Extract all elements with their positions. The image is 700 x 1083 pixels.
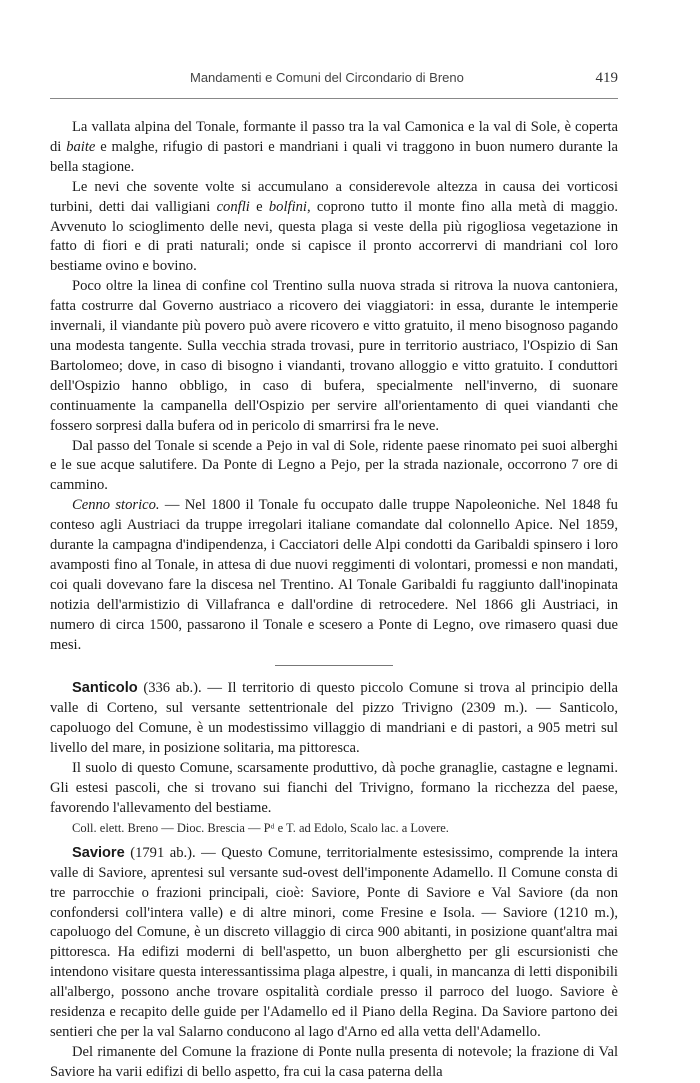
santicolo-paragraph-1: Santicolo (336 ab.). — Il territorio di questo piccolo Comune si trova al principio della valle di Corteno, sul versante settentrionale del pizzo Trivigno (2309 m.). — Santicolo, capoluogo del Comune, è un modestissimo villaggio di mandriani e di pastori, a 905 metri sul livello del mare, in posizione solitaria, ma pittoresca. — [50, 680, 618, 757]
page-body — [50, 118, 618, 1083]
tonale-paragraph-4: Dal passo del Tonale si scende a Pejo in val di Sole, ridente paese rinomato pei suoi alberghi e le sue acque salutifere. Da Ponte di Legno a Pejo, per la strada nazionale, occorrono 7 ore di cammino. — [50, 437, 618, 494]
entry-name-saviore: Saviore — [72, 844, 125, 861]
santicolo-collegio: Coll. elett. Breno — Dioc. Brescia — Pᵈ e T. ad Edolo, Scalo lac. a Lovere. — [72, 820, 449, 835]
section-separator — [275, 665, 393, 666]
entry-name-santicolo: Santicolo — [72, 680, 138, 697]
cenno-storico-label: Cenno storico. — [72, 497, 160, 514]
saviore-paragraph-1: Saviore (1791 ab.). — Questo Comune, territorialmente estesissimo, comprende la intera valle di Saviore, aprentesi sul versante sud-ovest dell'imponente Adamello. Il Comune consta di tre parrocchie o frazioni principali, cioè: Saviore, Ponte di Saviore e Val Saviore (da non confondersi coll'intera valle) e di altre minori, come Fresine e Isola. — Saviore (1210 m.), capoluogo del Comune, è un discreto villaggio di circa 900 abitanti, in posizione quant'altra mai pittoresca. Ha edifizi moderni di bell'aspetto, un buon alberghetto per gli escursionisti che intendono visitare questa interessantissima plaga alpestre, i quali, in mancanza di letti disponibili all'albergo, possono anche trovare ospitalità cordiale presso il parroco del luogo. Saviore è residenza e recapito delle guide per l'Adamello ed il Piano della Regina. Da Saviore partono dei sentieri che per la val Salarno conducono al lago d'Arno ed alla vetta dell'Adamello. — [50, 844, 618, 1040]
tonale-paragraph-3: Poco oltre la linea di confine col Trentino sulla nuova strada si ritrova la nuova cantoniera, fatta costrurre dal Governo austriaco a ricovero dei viaggiatori: in essa, durante le intemperie invernali, il viandante più povero può avere ricovero e vitto gratuito, il meno bisognoso pagando una modesta tangente. Sulla vecchia strada trovasi, pure in territorio austriaco, l'Ospizio di San Bartolomeo; dove, in caso di bisogno i viandanti, trovano alloggio e vitto gratuito. I conduttori dell'Ospizio hanno obbligo, in caso di bufera, specialmente nell'inverno, di suonare continuamente la campanella dell'Ospizio per servire all'orientamento di quei viandanti che fossero sorpresi dalla bufera od in pericolo di smarrirsi fra le neve. — [50, 278, 618, 434]
tonale-paragraph-1: La vallata alpina del Tonale, formante il passo tra la val Camonica e la val di Sole, è coperta di baite e malghe, rifugio di pastori e mandriani i quali vi traggono in buon numero durante la bella stagione. — [50, 119, 619, 175]
tonale-paragraph-5: Cenno storico. — Nel 1800 il Tonale fu occupato dalle truppe Napoleoniche. Nel 1848 fu conteso agli Austriaci da truppe irregolari italiane comandate dal colonnello Apice. Nel 1859, durante la campagna d'indipendenza, i Cacciatori delle Alpi condotti da Garibaldi spinsero i loro avamposti fino al Tonale, in attesa di due nuovi reggimenti di volontari, promessi e non mandati, coi quali dovevano fare la discesa nel Trentino. Al Tonale Garibaldi fu raggiunto dall'inopinata notizia dell'armistizio di Villafranca e dall'ordine di retrocedere. Nel 1866 gli Austriaci, in numero di circa 1500, passarono il Tonale e scesero a Ponte di Legno, ove rimasero quasi due mesi. — [50, 497, 618, 653]
running-title: Mandamenti e Comuni del Circondario di Breno — [190, 70, 464, 85]
tonale-paragraph-2: Le nevi che sovente volte si accumulano a considerevole altezza in causa dei vorticosi turbini, detti dai valligiani confli e bolfini, coprono tutto il monte fino alla metà di maggio. Avvenuto lo scioglimento delle nevi, questa plaga si veste della più rigogliosa vegetazione in fatto di fiori e di prati naturali; onde si capisce il pronto accorrervi di mandriani col loro bestiame ovino e bovino. — [50, 178, 619, 275]
santicolo-paragraph-2: Il suolo di questo Comune, scarsamente produttivo, dà poche granaglie, castagne e legnami. Gli estesi pascoli, che si trovano sui fianchi del Trivigno, formano la ricchezza del paese, favorendo l'allevamento del bestiame. — [50, 760, 618, 816]
saviore-paragraph-2: Del rimanente del Comune la frazione di Ponte nulla presenta di notevole; la frazione di Val Saviore ha varii edifizi di bello aspetto, fra cui la casa paterna della — [50, 1043, 618, 1080]
page-number: 419 — [595, 70, 618, 86]
header-rule — [50, 98, 618, 99]
running-head — [0, 70, 700, 90]
